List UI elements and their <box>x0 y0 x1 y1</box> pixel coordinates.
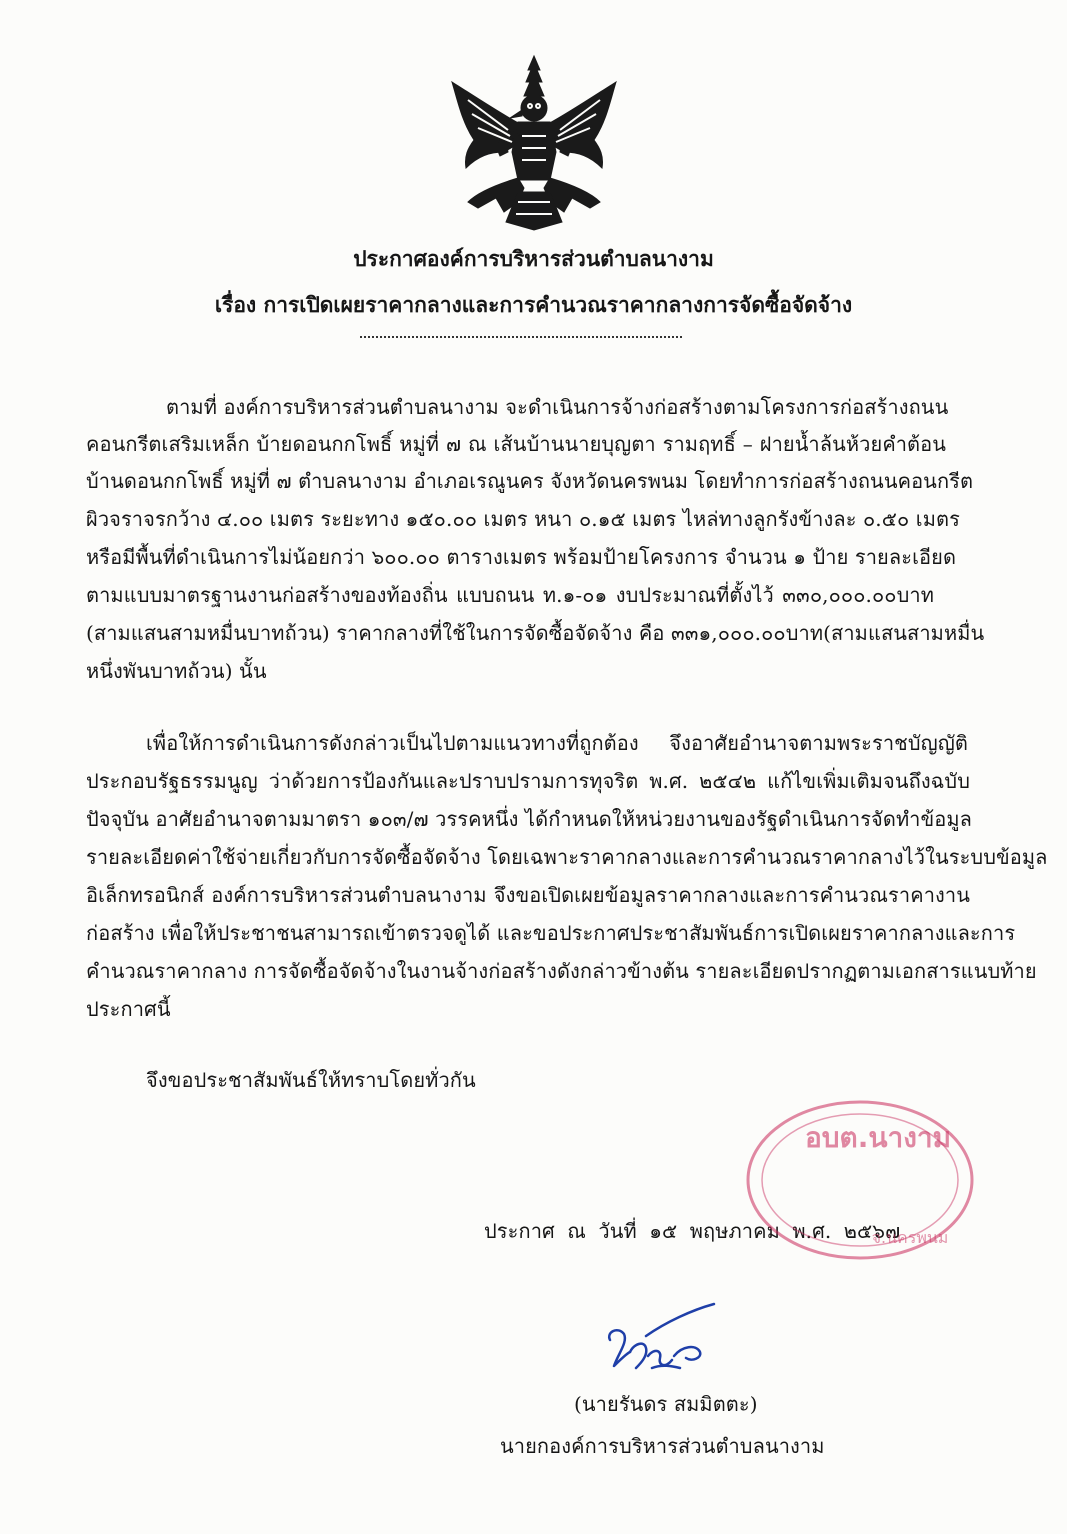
announcement-title: ประกาศองค์การบริหารส่วนตำบลนางาม <box>353 246 714 271</box>
paragraph-line: (สามแสนสามหมื่นบาทถ้วน) ราคากลางที่ใช้ในการจัดซื้อจัดจ้าง คือ ๓๓๑,๐๐๐.๐๐บาท(สามแสนสามหมื่น <box>86 621 985 645</box>
paragraph-line: ประกอบรัฐธรรมนูญ ว่าด้วยการป้องกันและปราบปรามการทุจริต พ.ศ. ๒๕๔๒ แก้ไขเพิ่มเติมจนถึงฉบับ <box>86 769 970 793</box>
paragraph-line: อิเล็กทรอนิกส์ องค์การบริหารส่วนตำบลนางาม จึงขอเปิดเผยข้อมูลราคากลางและการคำนวณราคางาน <box>86 883 970 907</box>
announcement-subject: เรื่อง การเปิดเผยราคากลางและการคำนวณราคากลางการจัดซื้อจัดจ้าง <box>214 292 853 317</box>
paragraph-line: รายละเอียดค่าใช้จ่ายเกี่ยวกับการจัดซื้อจัดจ้าง โดยเฉพาะราคากลางและการคำนวณราคากลางไว้ในระบบข้อมูล <box>86 845 1048 869</box>
paragraph-line: หรือมีพื้นที่ดำเนินการไม่น้อยกว่า ๖๐๐.๐๐ ตารางเมตร พร้อมป้ายโครงการ จำนวน ๑ ป้าย รายละเอียด <box>86 545 957 569</box>
paragraph-line: เพื่อให้การดำเนินการดังกล่าวเป็นไปตามแนวทางที่ถูกต้อง จึงอาศัยอำนาจตามพระราชบัญญัติ <box>146 731 968 755</box>
paragraph-line: ประกาศนี้ <box>86 997 171 1021</box>
paragraph-line: ตามแบบมาตรฐานงานก่อสร้างของท้องถิ่น แบบถนน ท.๑-๐๑ งบประมาณที่ตั้งไว้ ๓๓๐,๐๐๐.๐๐บาท <box>86 583 934 607</box>
paragraph-line: ปัจจุบัน อาศัยอำนาจตามมาตรา ๑๐๓/๗ วรรคหนึ่ง ได้กำหนดให้หน่วยงานของรัฐดำเนินการจัดทำข้อมูล <box>86 807 972 831</box>
signer-name: (นายรันดร สมมิตตะ) <box>574 1392 758 1416</box>
official-stamp-icon <box>720 1085 980 1265</box>
stamp-text-bottom: จ.นครพนม <box>871 1228 949 1247</box>
announcement-date: ประกาศ ณ วันที่ ๑๕ พฤษภาคม พ.ศ. ๒๕๖๗ <box>484 1219 901 1243</box>
signer-position: นายกองค์การบริหารส่วนตำบลนางาม <box>500 1434 825 1458</box>
closing-statement: จึงขอประชาสัมพันธ์ให้ทราบโดยทั่วกัน <box>146 1068 476 1092</box>
paragraph-line: ผิวจราจรกว้าง ๔.๐๐ เมตร ระยะทาง ๑๕๐.๐๐ เมตร หนา ๐.๑๕ เมตร ไหล่ทางลูกรังข้างละ ๐.๕๐ เมตร <box>86 507 960 531</box>
paragraph-line: คำนวณราคากลาง การจัดซื้อจัดจ้างในงานจ้างก่อสร้างดังกล่าวข้างต้น รายละเอียดปรากฏตามเอกสารแนบท้าย <box>86 959 1037 983</box>
paragraph-line: บ้านดอนกกโพธิ์ หมู่ที่ ๗ ตำบลนางาม อำเภอเรณูนคร จังหวัดนครพนม โดยทำการก่อสร้างถนนคอนกรีต <box>86 469 974 493</box>
signature-icon <box>596 1296 736 1386</box>
garuda-emblem-icon <box>438 52 630 234</box>
stamp-text-top: อบต.นางาม <box>804 1121 952 1154</box>
paragraph-line: ตามที่ องค์การบริหารส่วนตำบลนางาม จะดำเนินการจ้างก่อสร้างตามโครงการก่อสร้างถนน <box>166 395 949 419</box>
dotted-divider <box>360 336 682 338</box>
paragraph-line: คอนกรีตเสริมเหล็ก บ้ายดอนกกโพธิ์ หมู่ที่ ๗ ณ เส้นบ้านนายบุญตา รามฤทธิ์ – ฝายน้ำล้นห้วยคำต้อน <box>86 432 946 456</box>
paragraph-line: ก่อสร้าง เพื่อให้ประชาชนสามารถเข้าตรวจดูได้ และขอประกาศประชาสัมพันธ์การเปิดเผยราคากลางและการ <box>86 921 1016 945</box>
paragraph-line: หนึ่งพันบาทถ้วน) นั้น <box>86 659 267 683</box>
